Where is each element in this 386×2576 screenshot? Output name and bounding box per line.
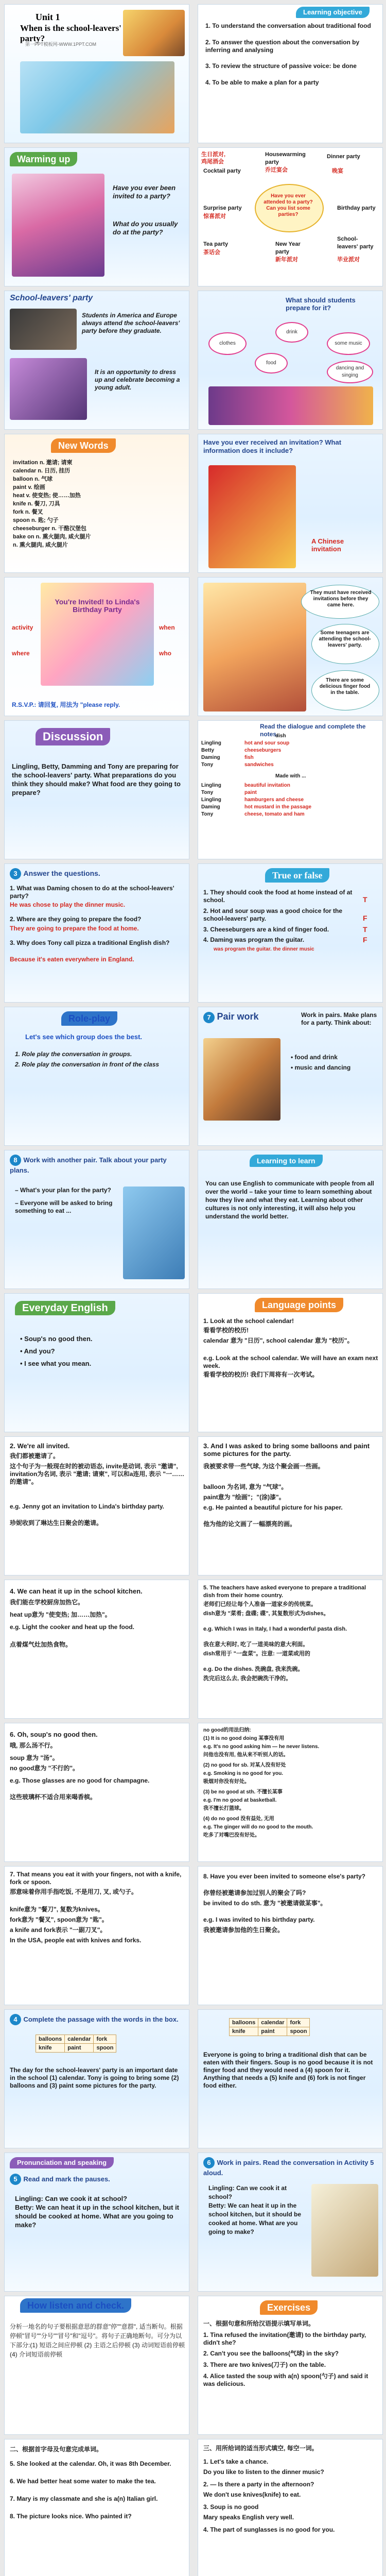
- discussion-ribbon: Discussion: [36, 728, 110, 745]
- invitation-caption: A Chinese invitation: [311, 537, 344, 553]
- slide-9-invitation-card: [4, 577, 189, 716]
- word-1: invitation n. 邀请; 请柬: [13, 460, 73, 466]
- tf-mark-4: F: [363, 936, 367, 944]
- party-surprise: Surprise party: [203, 205, 242, 211]
- lp8-line-2: 那意味着你用手指吃饭, 不是用刀, 叉, 或勺子。: [10, 1888, 138, 1895]
- lp7-line-10: 我不擅长打篮球。: [203, 1806, 244, 1811]
- prepare-ellipse-music: [327, 332, 370, 355]
- lp4-line-1: 4. We can heat it up in the school kitchen.: [10, 1587, 143, 1595]
- prepare-drink: drink: [286, 329, 297, 335]
- learning-to-learn-ribbon: Learning to learn: [250, 1155, 323, 1167]
- lp7-line-13: 吃多了对嘴巴没有好处。: [203, 1833, 260, 1838]
- pronunciation-text: Lingling: Can we cook it at school? Betty: We can heat it up in the school kitchen, but it should be cooked at home. What are you going to make?: [15, 2195, 180, 2229]
- slide-3-warming-up: [4, 147, 189, 286]
- lp5-line-8: 洗完后这么去, 我会把碗洗干净的。: [203, 1675, 292, 1682]
- box-word-2: calendar: [65, 2035, 94, 2044]
- bubble-2-text: Some teenagers are attending the school-leavers' party.: [319, 630, 371, 648]
- slide-29-complete-passage: [4, 2009, 189, 2148]
- party-housewarming-cn: 乔迁宴会: [265, 167, 288, 173]
- box2-word-1: balloons: [230, 2019, 258, 2027]
- ex1-item-1: 1. Tina refused the invitation(邀请) to the birthday party, didn't she?: [203, 2331, 366, 2346]
- party-photo: [12, 174, 104, 277]
- pair-work-lead: Work in pairs. Make plans for a party. Think about:: [301, 1011, 377, 1026]
- lp3-line-4: paint意为 "绘画"；"(涂)漆"。: [203, 1494, 285, 1501]
- everyday-item-1: • Soup's no good then.: [20, 1335, 93, 1343]
- step-6-icon: 6: [203, 2157, 215, 2168]
- label-when: when: [159, 624, 175, 631]
- read-aloud-header: [203, 2157, 378, 2178]
- lp9-line-2: 你曾经被邀请参加过别人的聚会了吗?: [203, 1889, 306, 1896]
- slide-21-invited: [4, 1436, 189, 1575]
- lp7-line-5: (2) no good for sb. 对某人没有好处: [203, 1762, 286, 1768]
- lp2-line-5: 珍妮收到了琳达生日聚会的邀请。: [10, 1519, 103, 1527]
- lp4-line-2: 我们能在学校厨房加热它。: [10, 1599, 84, 1606]
- slide-15-role-play: [4, 1007, 189, 1146]
- box2-word-3: fork: [287, 2019, 310, 2027]
- tf-item-1: 1. They should cook the food at home instead of at school.: [203, 889, 353, 904]
- role-play-lead: Let's see which group does the best.: [25, 1033, 143, 1041]
- slide-8-invitation: [198, 434, 383, 573]
- slide-10-party-bubbles: [198, 577, 383, 716]
- lp9-line-3: be invited to do sth. 意为 "被邀请做某事"。: [203, 1900, 327, 1907]
- tf-item-3: 3. Cheeseburgers are a kind of finger food.: [203, 926, 329, 933]
- learning-to-learn-text: You can use English to communicate with people from all over the world – take your time to learn something about how they live and what they eat. Learning about other cultures is not only interesting, it will also help you understand the world better.: [205, 1180, 374, 1220]
- notes-row-5-value: beautiful invitation: [244, 783, 290, 788]
- ex1-item-4: 4. Alice tasted the soup with a(n) spoon(勺子) and said it was delicious.: [203, 2372, 369, 2387]
- lp7-line-1: no good的用法归纳:: [203, 1727, 251, 1733]
- complete-passage-header: [10, 2014, 185, 2025]
- prepare-ellipse-clothes: [208, 332, 247, 355]
- word-4: paint v. 绘画: [13, 484, 45, 490]
- pronunciation-sub: Read and mark the pauses.: [23, 2175, 110, 2183]
- read-aloud-text: Lingling: Can we cook it at school? Betty: We can heat it up in the school kitchen, but it should be cooked at home. What are you going to make?: [208, 2184, 302, 2235]
- label-who: who: [159, 650, 171, 657]
- lp2-line-3: 这个句子为一般现在时的被动语态, invite是动词, 表示 "邀请", invitation为名词, 表示 "邀请; 请柬", 可以和a连用, 表示 "一……的邀请"。: [10, 1463, 185, 1485]
- lp2-line-4: e.g. Jenny got an invitation to Linda's birthday party.: [10, 1503, 164, 1510]
- word-11: n. 熏火腿肉, 咸火腿片: [13, 542, 68, 548]
- ex3-item-2: Do you like to listen to the dinner music?: [203, 2468, 324, 2476]
- lp3-line-2: 我被要求带一些气球, 为这个聚会画一些画。: [203, 1463, 324, 1470]
- school-leavers-title: School-leavers' party: [10, 294, 93, 302]
- lp6-line-1: 6. Oh, soup's no good then.: [10, 1731, 98, 1738]
- ex1-item-3: 3. There are two knives(刀子) on the table.: [203, 2361, 326, 2368]
- ex3-item-4: We don't use knives(knife) to eat.: [203, 2491, 301, 2498]
- slide-2-objectives: [198, 4, 383, 143]
- lp5-line-1: 5. The teachers have asked everyone to prepare a traditional dish from their home country.: [203, 1585, 366, 1599]
- slide-35-exercises-2: [4, 2439, 189, 2576]
- lp6-line-4: no good意为 "不行的"。: [10, 1765, 79, 1772]
- ex3-item-5: 3. Soup is no good: [203, 2503, 259, 2511]
- slide-30-complete-passage-2: [198, 2009, 383, 2148]
- kitchen-photo: [311, 2184, 378, 2277]
- bubble-3-text: There are some delicious finger food in the table.: [319, 677, 371, 696]
- slide-24-dish: [198, 1580, 383, 1719]
- prepare-food: food: [266, 360, 276, 366]
- box2-word-6: spoon: [287, 2027, 310, 2036]
- notes-row-4-value: sandwiches: [244, 762, 274, 768]
- answers-header: [10, 868, 100, 879]
- ex2-item-1: 5. She looked at the calendar. Oh, it was 8th December.: [10, 2460, 171, 2467]
- pronunciation-sub-row: [10, 2174, 110, 2185]
- answers-ribbon: Answer the questions.: [23, 869, 100, 877]
- tf-item-4: 4. Daming was program the guitar.: [203, 936, 305, 943]
- lp3-line-5: e.g. He painted a beautiful picture for his paper.: [203, 1504, 343, 1511]
- complete-passage-ribbon: Complete the passage with the words in the box.: [23, 2015, 179, 2023]
- slide-18-learning-to-learn: [198, 1150, 383, 1289]
- party-crowd-photo: [203, 1038, 280, 1121]
- ex3-heading: 三、用所给词的适当形式填空, 每空一词。: [203, 2445, 318, 2452]
- true-false-ribbon: True or false: [265, 868, 329, 883]
- invitation-card-photo: [208, 465, 296, 568]
- lp5-line-2: 老师们已经让每个人准备一道家乡的传统菜。: [203, 1601, 317, 1607]
- answer-a3: Because it's eaten everywhere in England.: [10, 956, 134, 963]
- ex3-item-3: 2. — Is there a party in the afternoon?: [203, 2481, 314, 2488]
- notes-row-9-value: cheese, tomato and ham: [244, 811, 305, 817]
- slide-36-exercises-3: [198, 2439, 383, 2576]
- box2-word-5: paint: [258, 2027, 287, 2036]
- objective-1: 1. To understand the conversation about traditional food: [205, 22, 371, 29]
- slide-14-true-false: [198, 863, 383, 1003]
- prepare-ellipse-dancing: [327, 361, 373, 383]
- answer-q3: 3. Why does Tony call pizza a traditional English dish?: [10, 939, 170, 946]
- ex2-heading: 二、根据首字母及句意完成单词。: [10, 2446, 103, 2453]
- new-words-ribbon: New Words: [51, 438, 116, 453]
- lp7-line-6: e.g. Smoking is no good for you.: [203, 1771, 283, 1776]
- objective-4: 4. To be able to make a plan for a party: [205, 79, 319, 86]
- read-aloud-ribbon: Work in pairs. Read the conversation in Activity 5 aloud.: [203, 2159, 374, 2177]
- box-word-1: balloons: [36, 2035, 65, 2044]
- party-school-leavers-cn: 毕业派对: [337, 257, 360, 263]
- prepare-question: What should students prepare for it?: [286, 296, 356, 312]
- notes-row-3-name: Daming: [201, 755, 220, 760]
- lp5-line-4: e.g. Which I was in Italy, I had a wonderful pasta dish.: [203, 1626, 347, 1632]
- party-dinner: Dinner party: [327, 154, 360, 160]
- prepare-dancing: dancing and singing: [336, 365, 364, 378]
- notes-row-6-name: Tony: [201, 790, 214, 795]
- box2-word-4: knife: [230, 2027, 258, 2036]
- box-word-3: fork: [94, 2035, 116, 2044]
- party-birthday: Birthday party: [337, 205, 376, 211]
- slide-5-school-leavers: [4, 291, 189, 430]
- notes-made-with: Made with ...: [275, 773, 306, 779]
- word-7: fork n. 餐叉: [13, 509, 43, 515]
- another-pair-item-1: – What's your plan for the party?: [15, 1187, 111, 1194]
- slide-32-read-aloud: [198, 2153, 383, 2292]
- lp1-line-2: 看看学校的校历!: [203, 1327, 249, 1334]
- lp3-line-6: 他为他的论文画了一幅漂亮的画。: [203, 1520, 296, 1528]
- pair-work-ribbon: Pair work: [217, 1011, 259, 1022]
- prepare-music: some music: [335, 341, 362, 346]
- pronunciation-ribbon: Pronunciation and speaking: [10, 2157, 114, 2168]
- card-title: You're Invited! to Linda's Birthday Party: [55, 598, 140, 614]
- notes-row-2-value: cheeseburgers: [244, 748, 282, 753]
- slide-27-fingers: [4, 1866, 189, 2005]
- step-3-icon: 3: [10, 868, 21, 879]
- slide-6-prepare: [198, 291, 383, 430]
- lp9-line-5: 我被邀请参加他的生日聚会。: [203, 1926, 284, 1934]
- tf-mark-2: F: [363, 914, 367, 922]
- notes-row-8-value: hot mustard in the passage: [244, 804, 312, 810]
- slide-23-heat-up: [4, 1580, 189, 1719]
- lp7-line-12: e.g. The ginger will do no good to the mouth.: [203, 1824, 313, 1830]
- lp5-line-6: dish常用于 "一盘菜"。注意: 一道菜或用的: [203, 1651, 310, 1657]
- lp1-line-1: 1. Look at the school calendar!: [203, 1317, 294, 1325]
- party-new-year: New Year party: [275, 241, 301, 255]
- bubble-1-text: They must have received invitations before they came here.: [310, 590, 372, 608]
- slide-12-notes: [198, 720, 383, 859]
- notes-heading: Read the dialogue and complete the notes.: [260, 723, 366, 738]
- party-cocktail-cn: 鸡尾酒会: [201, 159, 224, 165]
- slide-11-discussion: [4, 720, 189, 859]
- lp9-line-1: 8. Have you ever been invited to someone else's party?: [203, 1873, 365, 1880]
- lp1-line-5: 看看学校的校历! 我们下周将有一次考试。: [203, 1371, 319, 1378]
- lp6-line-2: 哦, 那么汤不行。: [10, 1742, 57, 1749]
- school-leavers-text-2: It is an opportunity to dress up and celebrate becoming a young adult.: [95, 368, 180, 391]
- discussion-text: Lingling, Betty, Damming and Tony are preparing for the school-leavers' party. What preparations do you think they should make? What food are they going to prepare?: [12, 762, 181, 796]
- warm-q2: What do you usually do at the party?: [113, 220, 178, 236]
- box2-word-2: calendar: [258, 2019, 287, 2027]
- lp8-line-5: a knife and fork表示 "一副刀叉"。: [10, 1926, 107, 1934]
- lp8-line-1: 7. That means you eat it with your fingers, not with a knife, fork or spoon.: [10, 1871, 182, 1886]
- notes-row-5-name: Lingling: [201, 783, 221, 788]
- party-scene-photo: [203, 583, 306, 711]
- rsvp-note: R.S.V.P.: 请回复, 用法为 "please reply.: [12, 701, 120, 708]
- tf-mark-3: T: [363, 925, 367, 934]
- objective-2: 2. To answer the question about the conversation by inferring and analysing: [205, 39, 360, 54]
- word-box: [36, 2035, 116, 2053]
- step-5-icon: 5: [10, 2174, 21, 2185]
- lp1-line-3: calendar 意为 "日历", school calendar 意为 "校历"。: [203, 1337, 354, 1344]
- prom-photo: [10, 358, 87, 420]
- lp7-line-3: e.g. It's no good asking him — he never listens.: [203, 1744, 320, 1750]
- answer-a1: He was chose to play the dinner music.: [10, 901, 126, 908]
- ex2-item-3: 7. Mary is my classmate and she is a(n) Italian girl.: [10, 2495, 158, 2502]
- lp2-line-2: 我们都被邀请了。: [10, 1452, 60, 1460]
- lp1-line-4: e.g. Look at the school calendar. We will have an exam next week.: [203, 1354, 378, 1369]
- party-birthday-cn: 生日派对,: [201, 151, 226, 158]
- ex1-heading: 一、根据句意和所给汉语提示填写单词。: [203, 2320, 315, 2327]
- party-new-year-cn: 新年派对: [275, 257, 298, 263]
- lp5-line-7: e.g. Do the dishes. 洗碗盘, 我来洗碗。: [203, 1666, 304, 1672]
- party-tea: Tea party: [203, 241, 229, 247]
- slide-16-pair-work: [198, 1007, 383, 1146]
- lp3-line-1: 3. And I was asked to bring some balloons and paint some pictures for the party.: [203, 1442, 370, 1458]
- title-photo: [123, 10, 185, 56]
- box-word-6: spoon: [94, 2044, 116, 2053]
- template-logo: 第一PPT模板网-WWW.1PPT.COM: [25, 42, 96, 47]
- ex2-item-2: 6. We had better heat some water to make the tea.: [10, 2478, 156, 2485]
- lp8-line-3: knife意为 "餐刀", 复数为knives。: [10, 1906, 104, 1913]
- prepare-clothes: clothes: [219, 341, 236, 346]
- slide-25-soup: [4, 1723, 189, 1862]
- lp7-line-2: (1) It is no good doing 某事没有用: [203, 1736, 285, 1741]
- party-cocktail: Cocktail party: [203, 168, 241, 174]
- ex2-item-4: 8. The picture looks nice. Who painted it?: [10, 2513, 132, 2520]
- slide-19-everyday-english: [4, 1293, 189, 1432]
- role-play-item-2: 2. Role play the conversation in front of the class: [15, 1061, 160, 1068]
- lp2-line-1: 2. We're all invited.: [10, 1442, 70, 1450]
- pair-work-item-2: • music and dancing: [291, 1064, 351, 1071]
- party-housewarming: Housewarming party: [265, 151, 306, 165]
- party-tea-cn: 茶话会: [203, 249, 220, 256]
- tf-mark-1: T: [363, 895, 367, 904]
- everyday-item-3: • I see what you mean.: [20, 1360, 92, 1367]
- party-question: Have you ever attended to a party? Can you list some parties?: [264, 193, 313, 217]
- box-word-4: knife: [36, 2044, 65, 2053]
- word-3: balloon n. 气球: [13, 476, 52, 482]
- party-school-leavers: School-leavers' party: [337, 236, 374, 250]
- ex3-item-6: Mary speaks English very well.: [203, 2514, 294, 2521]
- party-surprise-cn: 惊喜派对: [203, 213, 226, 219]
- notes-row-1-value: hot and sour soup: [244, 740, 290, 746]
- lp7-line-9: e.g. I'm no good at basketball.: [203, 1798, 277, 1803]
- title-photo-2: [20, 61, 174, 133]
- objective-3: 3. To review the structure of passive voice: be done: [205, 62, 357, 70]
- lp6-line-3: soup 意为 "汤"。: [10, 1754, 59, 1761]
- complete-passage-2-text: Everyone is going to bring a traditional dish that can be eaten with their fingers. Soup is no good because it is not finger food and they would need a (4) spoon for it. Anything that needs a (5) knife and (6) fork is not finger food either.: [203, 2051, 373, 2089]
- party-dinner-cn: 晚宴: [332, 168, 343, 174]
- everyday-english-ribbon: Everyday English: [15, 1301, 115, 1315]
- notes-row-2-name: Betty: [201, 748, 215, 753]
- slide-33-listen-check: [4, 2296, 189, 2435]
- lp6-line-5: e.g. Those glasses are no good for champagne.: [10, 1777, 150, 1784]
- lp7-line-11: (4) do no good 没有益处, 无用: [203, 1816, 274, 1822]
- slide-22-balloons: [198, 1436, 383, 1575]
- everyday-item-2: • And you?: [20, 1347, 55, 1355]
- lp4-line-5: 点着煤气灶加热食物。: [10, 1641, 72, 1648]
- notes-row-7-name: Lingling: [201, 797, 221, 803]
- word-10: bake on n. 熏火腿肉, 咸火腿片: [13, 534, 91, 540]
- lp7-line-8: (3) be no good at sth. 不擅长某事: [203, 1789, 283, 1795]
- another-pair-item-2: – Everyone will be asked to bring something to eat ...: [15, 1199, 113, 1214]
- notes-dish-label: dish: [275, 733, 286, 739]
- unit-label: Unit 1: [36, 12, 60, 22]
- invitation-question: Have you ever received an invitation? What information does it include?: [203, 438, 342, 454]
- role-play-item-1: 1. Role play the conversation in groups.: [15, 1050, 132, 1058]
- word-2: calendar n. 日历, 挂历: [13, 468, 71, 474]
- prepare-ellipse-food: [255, 353, 288, 374]
- lp7-line-4: 问他也没有用, 他从来不听别人的话。: [203, 1752, 289, 1758]
- answer-a2: They are going to prepare the food at home.: [10, 925, 139, 932]
- slide-4-party-types: [198, 147, 383, 286]
- slide-34-exercises: [198, 2296, 383, 2435]
- notes-row-3-value: fish: [244, 755, 254, 760]
- lp8-line-4: fork意为 "餐叉", spoon意为 "匙"。: [10, 1916, 108, 1923]
- lp5-line-5: 我在意大利时, 吃了一道美味的意大利面。: [203, 1641, 309, 1648]
- slide-7-new-words: [4, 434, 189, 573]
- party-hall-photo: [208, 386, 373, 425]
- lp7-line-7: 吸烟对你没有好处。: [203, 1779, 250, 1785]
- notes-row-8-name: Daming: [201, 804, 220, 810]
- listen-check-ribbon: How listen and check.: [20, 2298, 131, 2313]
- slide-31-pronunciation: [4, 2153, 189, 2292]
- notes-row-9-name: Tony: [201, 811, 214, 817]
- ex1-item-2: 2. Can't you see the balloons(气球) in the sky?: [203, 2350, 339, 2357]
- tf-item-2: 2. Hot and sour soup was a good choice for the school-leavers' party.: [203, 907, 343, 922]
- word-6: knife n. 餐刀, 刀具: [13, 501, 60, 507]
- warm-q1: Have you ever been invited to a party?: [113, 184, 176, 200]
- warming-up-ribbon: Warming up: [10, 152, 77, 166]
- notes-row-6-value: paint: [244, 790, 257, 795]
- notes-row-7-value: hamburgers and cheese: [244, 797, 304, 803]
- exercises-ribbon: Exercises: [260, 2300, 318, 2315]
- step-7-icon: 7: [203, 1012, 215, 1023]
- word-9: cheeseburger n. 干酪汉堡包: [13, 526, 87, 532]
- students-photo: [123, 1187, 185, 1279]
- lp6-line-6: 这些玻璃杯不适合用来喝香槟。: [10, 1793, 97, 1801]
- slide-17-another-pair: [4, 1150, 189, 1289]
- lp4-line-3: heat up意为 "使变热; 加……加热"。: [10, 1611, 111, 1618]
- lp4-line-4: e.g. Light the cooker and heat up the food.: [10, 1623, 135, 1631]
- notes-row-4-name: Tony: [201, 762, 214, 768]
- label-where: where: [12, 650, 30, 657]
- answer-q1: 1. What was Daming chosen to do at the school-leavers' party?: [10, 885, 174, 900]
- complete-passage-text: The day for the school-leavers' party is an important date in the school (1) calendar. Tony is going to bring some (2) balloons and (3) paint some pictures for the party.: [10, 2066, 179, 2089]
- lesson-title: When is the school-leavers' party?: [20, 23, 121, 43]
- graduation-photo: [10, 309, 77, 350]
- slide-26-no-good: [198, 1723, 383, 1862]
- listen-check-text: 分析一地名的句子要根据意思的群意"停""意群", 适当断句。根据停顿"冒号""分号""冒号"和"逗号"。将句子正确地断句。可分为以下部分:(1) 短语之间应停顿 (2) 主语之后停顿 (3) 动词短语前停顿 (4) 介词短语前停顿: [10, 2323, 185, 2358]
- notes-row-1-name: Lingling: [201, 740, 221, 746]
- slide-13-answers: [4, 863, 189, 1003]
- lp5-line-3: dish意为 "菜肴; 盘碟; 碟", 其复数形式为dishes。: [203, 1611, 329, 1617]
- prepare-ellipse-drink: [275, 322, 308, 343]
- slide-1-title: [4, 4, 189, 143]
- box-word-5: paint: [65, 2044, 94, 2053]
- step-8-icon: 8: [10, 1155, 21, 1166]
- word-5: heat v. 使变热; 使……加热: [13, 493, 81, 499]
- pair-work-header: [203, 1011, 259, 1023]
- language-points-ribbon: Language points: [255, 1298, 343, 1312]
- another-pair-header: [10, 1155, 185, 1175]
- answer-q2: 2. Where are they going to prepare the food?: [10, 916, 142, 923]
- lp8-line-6: In the USA, people eat with knives and forks.: [10, 1937, 142, 1944]
- another-pair-ribbon: Work with another pair. Talk about your party plans.: [10, 1156, 167, 1174]
- ex3-item-1: 1. Let's take a chance.: [203, 2458, 269, 2465]
- step-4-icon: 4: [10, 2014, 21, 2025]
- role-play-ribbon: Role-play: [61, 1011, 117, 1026]
- label-activity: activity: [12, 624, 33, 631]
- pair-work-item-1: • food and drink: [291, 1054, 338, 1061]
- ex3-item-7: 4. The part of sunglasses is no good for you.: [203, 2526, 335, 2533]
- tf-correction: was program the guitar. the dinner music: [214, 946, 314, 952]
- school-leavers-text-1: Students in America and Europe always attend the school-leavers' party before they graduate.: [82, 312, 180, 334]
- lp3-line-3: balloon 为名词, 意为 "气球"。: [203, 1483, 288, 1490]
- slide-28-invited-party: [198, 1866, 383, 2005]
- word-box-2: [229, 2018, 310, 2036]
- lp9-line-4: e.g. I was invited to his birthday party.: [203, 1916, 315, 1923]
- slide-20-language-points: [198, 1293, 383, 1432]
- word-8: spoon n. 匙; 勺子: [13, 517, 59, 523]
- objective-ribbon: Learning objective: [296, 7, 370, 18]
